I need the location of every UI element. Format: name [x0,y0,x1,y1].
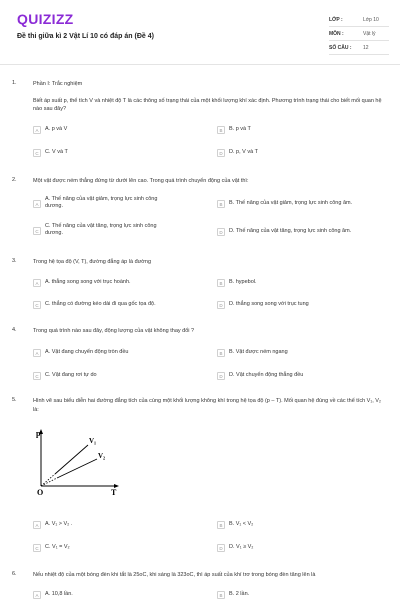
option-letter-box: C [33,149,41,157]
question-4 [12,327,390,385]
option-text: C. Thế năng của vật tăng, trọng lực sinh công dương. [45,223,157,236]
option-letter-box: B [217,126,225,134]
option-text: D. p, V và T [229,149,258,155]
question-line: Trong hệ tọa độ (V, T), đường đẳng áp là đường [33,259,152,265]
option-c[interactable] [33,544,193,554]
option-letter-box: B [217,279,225,287]
option-letter-box: A [33,349,41,357]
option-a[interactable] [33,349,193,359]
option-text: B. hypebol. [229,279,257,285]
option-text: B. Thế năng của vật giảm, trọng lực sinh công âm. [229,200,353,206]
option-b[interactable] [217,591,392,600]
question-6 [12,571,390,600]
question-text [33,177,385,186]
question-number: 6. [12,571,17,577]
option-d[interactable] [217,228,392,238]
option-text: A. thẳng song song với trục hoành. [45,279,131,285]
option-letter-box: A [33,279,41,287]
option-text: B. Vật được ném ngang [229,349,288,355]
question-text [33,397,385,414]
meta-underline [329,54,389,55]
option-text: C. thẳng có đường kéo dài đi qua gốc tọa độ. [45,301,156,307]
option-letter-box: C [33,301,41,309]
option-b[interactable] [217,279,392,289]
header-divider [0,64,400,65]
option-letter-box: B [217,349,225,357]
question-line: Phần I: Trắc nghiệm [33,81,83,87]
question-line: Một vật được ném thẳng đứng từ dưới lên cao. Trong quá trình chuyển động của vật thì: [33,178,249,184]
option-text: A. p và V [45,126,68,132]
option-text: A. Vật đang chuyển động tròn đều [45,349,129,355]
isochoric-graph [33,428,123,496]
v2-line [57,459,97,478]
option-text: B. V₁ < V₂ [229,521,254,527]
option-text: B. p và T [229,126,251,132]
meta-label: SỐ CÂU : [329,45,352,51]
quizizz-logo: QUIZIZZ [17,11,74,27]
question-number: 3. [12,258,17,264]
option-text: C. Vật đang rơi tự do [45,372,97,378]
option-letter-box: D [217,301,225,309]
option-text: A. 10,8 lần. [45,591,73,597]
question-text [33,258,385,267]
option-letter-box: A [33,200,41,208]
option-a[interactable] [33,591,193,600]
option-letter-box: A [33,126,41,134]
option-text: A. Thế năng của vật giảm, trọng lực sinh công dương. [45,196,158,209]
question-text [33,327,385,336]
v1-line [55,445,88,474]
option-d[interactable] [217,372,392,382]
option-letter-box: C [33,227,41,235]
option-c[interactable] [33,223,193,243]
option-letter-box: B [217,521,225,529]
question-text [33,80,385,114]
document-title: Đề thi giữa kì 2 Vật Lí 10 có đáp án (Đề 4) [17,33,154,40]
option-letter-box: D [217,544,225,552]
option-d[interactable] [217,301,392,311]
option-letter-box: B [217,591,225,599]
question-text [33,571,385,580]
worksheet-header [0,0,400,64]
question-number: 4. [12,327,17,333]
option-b[interactable] [217,349,392,359]
option-a[interactable] [33,521,193,531]
option-b[interactable] [217,200,392,210]
option-a[interactable] [33,279,193,289]
meta-underline [329,26,389,27]
meta-value: 12 [363,45,369,51]
question-3 [12,258,390,316]
v1-label: V₁ [89,437,97,445]
question-line: Hình vẽ sau biểu diễn hai đường đẳng tích của cùng một khối lượng không khí trong hệ tọa độ (p – T). Mối quan hệ đúng về các thể tích V₁, V₂ là: [33,398,382,413]
meta-label: MÔN : [329,31,344,37]
meta-value: Vật lý [363,31,376,37]
option-c[interactable] [33,301,193,311]
option-text: D. Vật chuyển động thẳng đều [229,372,304,378]
meta-label: LỚP : [329,17,343,23]
meta-underline [329,40,389,41]
question-1 [12,80,390,165]
option-text: D. thẳng song song với trục tung [229,301,309,307]
option-letter-box: A [33,521,41,529]
option-letter-box: D [217,372,225,380]
option-text: A. V₁ > V₂ . [45,521,73,527]
option-letter-box: C [33,372,41,380]
option-d[interactable] [217,544,392,554]
option-a[interactable] [33,196,193,216]
option-b[interactable] [217,521,392,531]
origin-label: O [37,488,44,496]
option-d[interactable] [217,149,392,159]
option-letter-box: D [217,149,225,157]
option-letter-box: D [217,228,225,236]
option-text: D. Thế năng của vật tăng, trọng lực sinh công âm. [229,228,352,234]
question-2 [12,177,390,247]
question-number: 1. [12,80,17,86]
v2-label: V₂ [98,452,106,460]
question-number: 2. [12,177,17,183]
question-number: 5. [12,397,17,403]
option-c[interactable] [33,149,193,159]
option-a[interactable] [33,126,193,136]
option-letter-box: C [33,544,41,552]
question-line: Nếu nhiệt độ của một bóng đèn khi tắt là 25oC, khi sáng là 323oC, thì áp suất của khí trơ trong bóng đèn tăng lên là [33,572,316,578]
option-text: C. V₁ = V₂ [45,544,70,550]
option-letter-box: A [33,591,41,599]
p-axis-label: p [36,429,41,438]
question-line: Trong quá trình nào sau đây, động lượng của vật không thay đổi ? [33,328,195,334]
option-b[interactable] [217,126,392,136]
question-line: Biết áp suất p, thể tích V và nhiệt độ T là các thông số trạng thái của một khối lượng khí xác định. Phương trình trạng thái cho biết mối quan hệ nào sau đây? [33,97,382,112]
t-axis-label: T [111,488,117,496]
meta-value: Lớp 10 [363,17,379,23]
option-text: D. V₁ ≥ V₂ [229,544,254,550]
option-letter-box: B [217,200,225,208]
option-text: B. 2 lần. [229,591,250,597]
option-c[interactable] [33,372,193,382]
option-text: C. V và T [45,149,68,155]
